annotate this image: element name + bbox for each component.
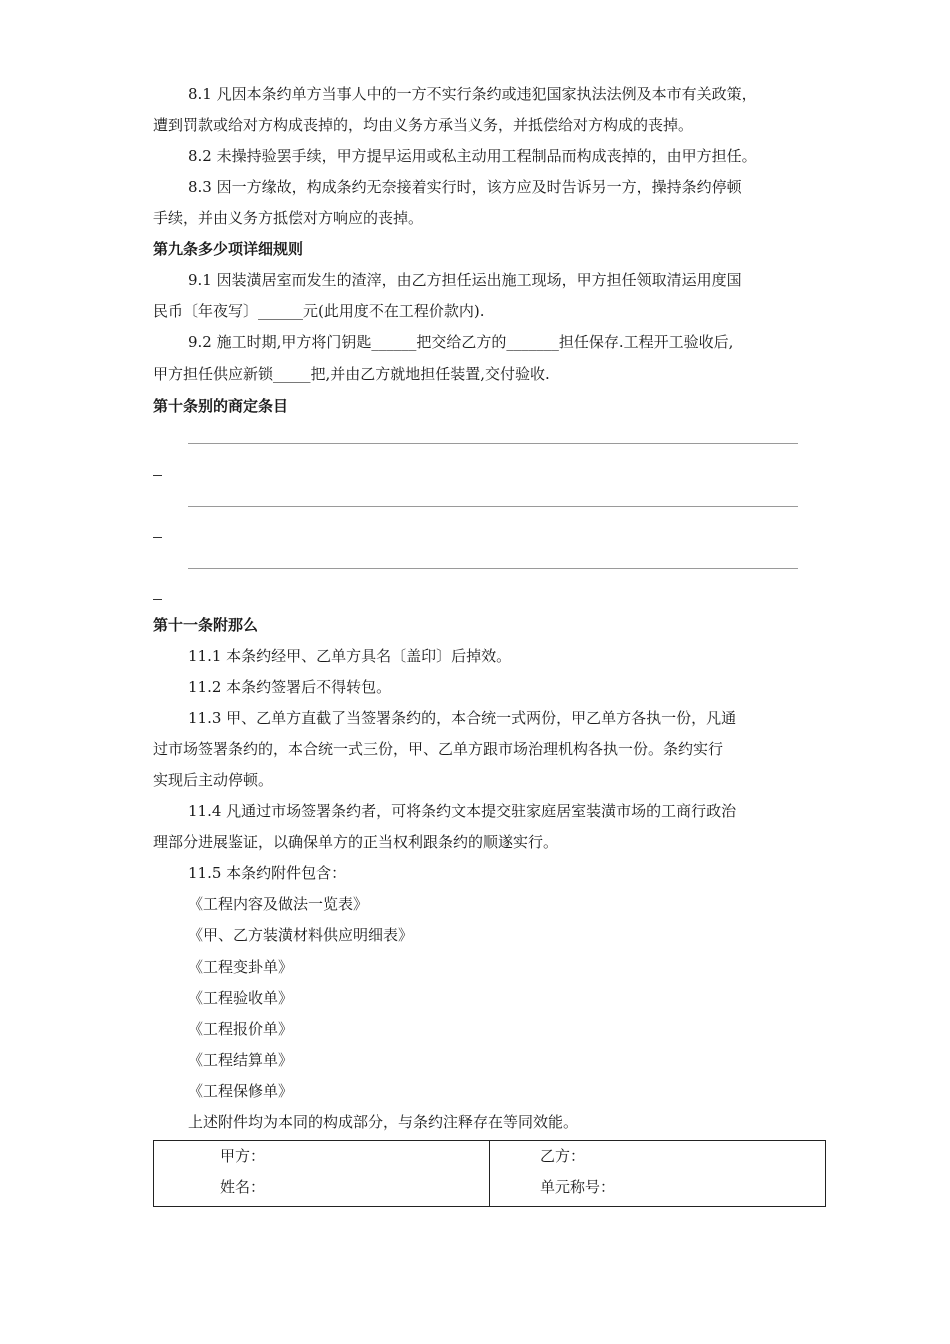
clause-11-3-line-2: 过市场签署条约的，本合统一式三份，甲、乙单方跟市场治理机构各执一份。条约实行 — [153, 740, 724, 758]
clause-9-1-line-1: 9.1 因装潢居室而发生的渣滓，由乙方担任运出施工现场，甲方担任领取清运用度国 — [188, 271, 742, 289]
party-a-label: 甲方： — [220, 1147, 266, 1165]
attachment-item: 《工程保修单》 — [188, 1082, 294, 1100]
blank-fill-line-2 — [188, 506, 798, 507]
line-continuation-mark-2 — [153, 537, 162, 538]
clause-11-3-line-3: 实现后主动停顿。 — [153, 771, 274, 789]
closing-statement: 上述附件均为本同的构成部分，与条约注释存在等同效能。 — [188, 1113, 579, 1131]
party-b-label: 乙方： — [540, 1147, 586, 1165]
clause-9-1-line-2: 民币〔年夜写〕______元(此用度不在工程价款内). — [153, 302, 485, 320]
attachment-item: 《工程验收单》 — [188, 989, 294, 1007]
clause-8-2-line-1: 8.2 未操持验罢手续，甲方提早运用或私主动用工程制品而构成丧掉的，由甲方担任。 — [188, 147, 757, 165]
section-11-heading: 第十一条附那么 — [153, 616, 259, 634]
clause-9-2-line-1: 9.2 施工时期,甲方将门钥匙______把交给乙方的_______担任保存.工程开工验收后, — [188, 333, 734, 351]
clause-11-1-line-1: 11.1 本条约经甲、乙单方具名〔盖印〕后掉效。 — [188, 647, 512, 665]
clause-9-2-line-2: 甲方担任供应新锁_____把,并由乙方就地担任装置,交付验收. — [153, 365, 550, 383]
signature-table — [153, 1140, 826, 1207]
name-label: 姓名： — [220, 1178, 266, 1196]
blank-fill-line-3 — [188, 568, 798, 569]
clause-8-1-line-1: 8.1 凡因本条约单方当事人中的一方不实行条约或违犯国家执法法例及本市有关政策， — [188, 85, 757, 103]
clause-11-4-line-2: 理部分进展鉴证，以确保单方的正当权利跟条约的顺遂实行。 — [153, 833, 559, 851]
clause-11-3-line-1: 11.3 甲、乙单方直截了当签署条约的，本合统一式两份，甲乙单方各执一份，凡通 — [188, 709, 737, 727]
clause-8-3-line-2: 手续，并由义务方抵偿对方响应的丧掉。 — [153, 209, 424, 227]
clause-11-5-line-1: 11.5 本条约附件包含： — [188, 864, 347, 882]
attachment-item: 《工程报价单》 — [188, 1020, 294, 1038]
line-continuation-mark-1 — [153, 475, 162, 476]
attachment-item: 《工程结算单》 — [188, 1051, 294, 1069]
clause-8-1-line-2: 遭到罚款或给对方构成丧掉的，均由义务方承当义务，并抵偿给对方构成的丧掉。 — [153, 116, 694, 134]
clause-8-3-line-1: 8.3 因一方缘故，构成条约无奈接着实行时，该方应及时告诉另一方，操持条约停顿 — [188, 178, 742, 196]
party-b-cell — [490, 1141, 826, 1207]
section-9-heading: 第九条多少项详细规则 — [153, 240, 304, 258]
line-continuation-mark-3 — [153, 599, 162, 600]
blank-fill-line-1 — [188, 443, 798, 444]
clause-11-4-line-1: 11.4 凡通过市场签署条约者，可将条约文本提交驻家庭居室装潢市场的工商行政治 — [188, 802, 737, 820]
section-10-heading: 第十条别的商定条目 — [153, 397, 289, 415]
clause-11-2-line-1: 11.2 本条约签署后不得转包。 — [188, 678, 392, 696]
unit-name-label: 单元称号： — [540, 1178, 616, 1196]
attachment-item: 《工程变卦单》 — [188, 958, 294, 976]
attachment-item: 《工程内容及做法一览表》 — [188, 895, 369, 913]
attachment-item: 《甲、乙方装潢材料供应明细表》 — [188, 926, 414, 944]
party-a-cell — [154, 1141, 490, 1207]
